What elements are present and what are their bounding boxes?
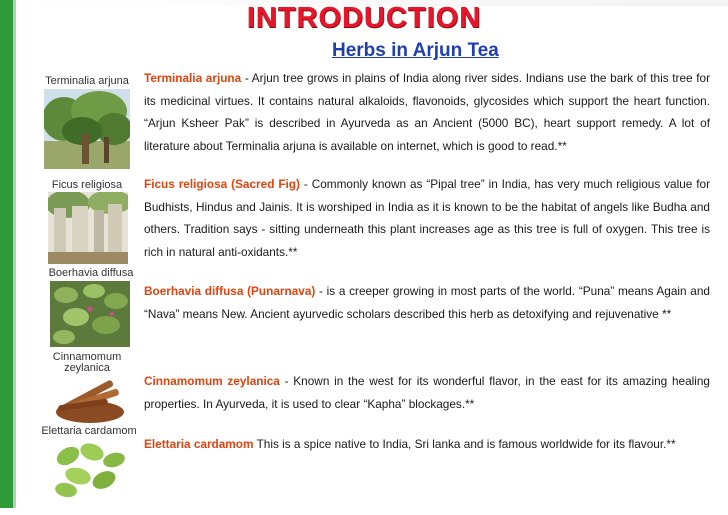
herb-image-label: Elettaria cardamom <box>41 425 137 437</box>
herb-text: - Commonly known as “Pipal tree” in India, has very much religious value for Budhists, Hindus and Jainis. It is worshiped in India as it is known to be the habitat of angels like Budha and others. Tradition says - sitting underneath this plant increases age as this tree is full of oxygen. This tree is rich in natural anti-oxidants.** <box>144 177 711 259</box>
cardamom-pods-photo <box>50 438 130 500</box>
herb-description-ficus <box>144 173 710 263</box>
slide-subtitle: Herbs in Arjun Tea <box>332 40 499 61</box>
herb-name: Cinnamomum zeylanica <box>144 374 280 388</box>
herb-name: Terminalia arjuna <box>144 71 242 85</box>
herb-name: Boerhavia diffusa (Punarnava) <box>144 284 316 298</box>
herb-name: Elettaria cardamom <box>144 437 254 451</box>
herb-description-cinnamomum <box>144 370 710 415</box>
tree-icon <box>44 89 130 169</box>
ficus-religiosa-tree-photo <box>48 192 128 264</box>
tree-trunk-icon <box>48 192 128 264</box>
herb-name: Ficus religiosa (Sacred Fig) <box>144 177 300 191</box>
terminalia-arjuna-tree-photo <box>44 89 130 169</box>
left-accent-bar <box>0 0 13 508</box>
herb-image-label: Ficus religiosa <box>51 179 123 191</box>
herb-description-terminalia <box>144 67 710 157</box>
herb-description-elettaria <box>144 433 710 456</box>
boerhavia-diffusa-plant-photo <box>50 281 130 347</box>
herb-image-label: Cinnamomum zeylanica <box>52 351 122 374</box>
herb-description-boerhavia <box>144 280 710 325</box>
herb-text: - Arjun tree grows in plains of India along river sides. Indians use the bark of this tree for its medicinal virtues. It contains natural alkaloids, flavonoids, glycosides which support the heart function. “Arjun Ksheer Pak” is described in Ayurveda as an Ancient (5000 BC), heart support remedy. A lot of literature about Terminalia arjuna is available on internet, which is good to read.** <box>144 71 711 153</box>
left-accent-bar-highlight <box>13 0 16 508</box>
leaf-icon <box>50 281 130 347</box>
herb-text: - Known in the west for its wonderful flavor, in the east for its amazing healing properties. In Ayurveda, it is used to clear “Kapha” blockages.** <box>144 374 710 411</box>
cardamom-icon <box>50 438 130 500</box>
herb-image-label: Boerhavia diffusa <box>48 267 134 279</box>
herb-image-label: Terminalia arjuna <box>45 75 129 87</box>
herb-text: - is a creeper growing in most parts of the world. “Puna” means Again and “Nava” means New. Ancient ayurvedic scholars described this herb as detoxifying and rejuvenative ** <box>144 284 710 321</box>
cinnamon-icon <box>50 374 130 426</box>
herb-text: This is a spice native to India, Sri lanka and is famous worldwide for its flavour.** <box>253 437 676 451</box>
slide-title: INTRODUCTION <box>246 2 482 34</box>
cinnamon-sticks-photo <box>50 374 130 426</box>
